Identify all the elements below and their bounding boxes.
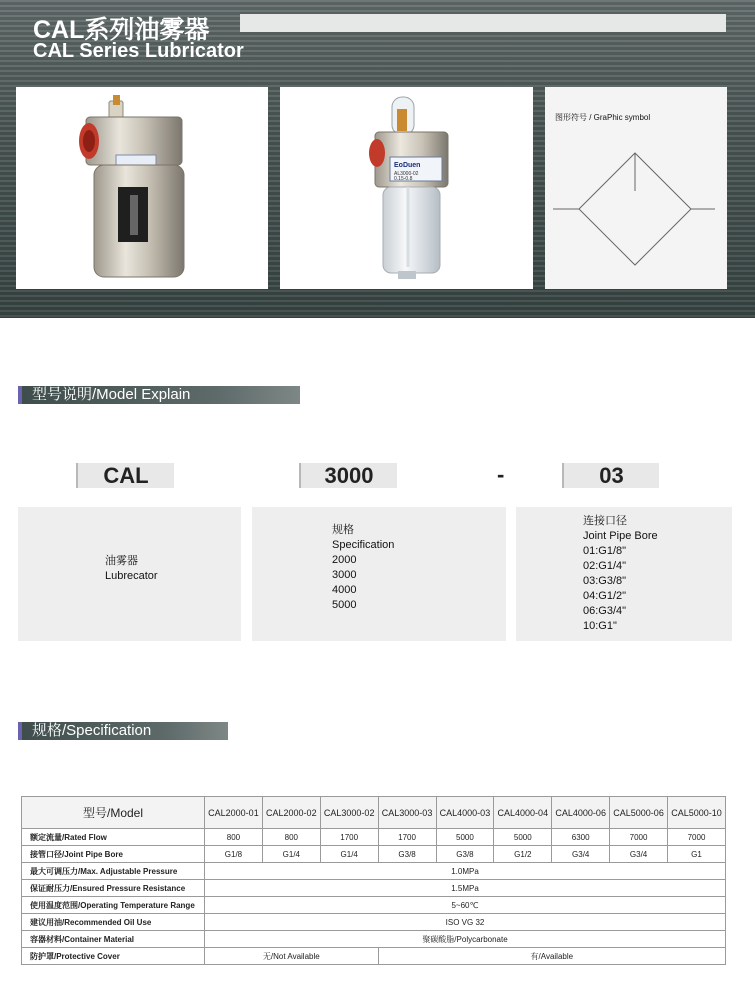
- product-photo-metal-bowl: [16, 87, 268, 289]
- flow-cell: 5000: [494, 829, 552, 846]
- series-en: Lubrecator: [105, 570, 158, 582]
- spec-line: Specification: [332, 539, 395, 551]
- bore-cell: G3/8: [378, 846, 436, 863]
- flow-cell: 800: [205, 829, 263, 846]
- graphic-symbol-label: 图形符号 / GraPhic symbol: [555, 113, 651, 122]
- series-cn: 油雾器: [105, 555, 138, 567]
- model-cell: CAL2000-01: [205, 797, 263, 829]
- bore-cell: G3/4: [610, 846, 668, 863]
- model-explain-header: [18, 386, 300, 404]
- header-banner: [0, 0, 755, 318]
- cover-available-cell: 有/Available: [378, 948, 725, 965]
- specification-header: [18, 722, 228, 740]
- bore-cell: G1/8: [205, 846, 263, 863]
- model-cell: CAL4000-04: [494, 797, 552, 829]
- code-size: 3000: [299, 463, 397, 488]
- max-pressure-row: [22, 863, 726, 880]
- temperature-row: [22, 897, 726, 914]
- bore-line: 01:G1/8": [583, 545, 627, 557]
- flow-cell: 6300: [552, 829, 610, 846]
- flow-cell: 5000: [436, 829, 494, 846]
- product-photo-clear-bowl: [280, 87, 533, 289]
- code-port: 03: [562, 463, 659, 488]
- row-label: 接管口径/Joint Pipe Bore: [22, 846, 205, 863]
- row-label: 防护罩/Protective Cover: [22, 948, 205, 965]
- bore-cell: G1/4: [320, 846, 378, 863]
- specification-title: 规格/Specification: [32, 722, 152, 739]
- rated-flow-row: [22, 829, 726, 846]
- pipe-bore-row: [22, 846, 726, 863]
- title-english: CAL Series Lubricator: [33, 40, 244, 62]
- bore-line: 02:G1/4": [583, 560, 627, 572]
- bore-line: Joint Pipe Bore: [583, 530, 658, 542]
- flow-cell: 1700: [378, 829, 436, 846]
- photo2-model-text: AL3000-02: [394, 171, 419, 177]
- code-dash: -: [497, 462, 505, 487]
- model-cell: CAL3000-03: [378, 797, 436, 829]
- flow-cell: 7000: [668, 829, 726, 846]
- bore-cell: G1/4: [262, 846, 320, 863]
- bore-cell: G1: [668, 846, 726, 863]
- oil-cell: ISO VG 32: [205, 914, 726, 931]
- spec-line: 规格: [332, 524, 354, 536]
- proof-pressure-row: [22, 880, 726, 897]
- info-box-spec: [252, 507, 506, 641]
- photo2-press-text: 0.15-0.8: [394, 176, 413, 182]
- title-chinese: CAL系列油雾器: [33, 16, 210, 44]
- flow-cell: 1700: [320, 829, 378, 846]
- spec-header-row: [22, 797, 726, 829]
- max-pressure-cell: 1.0MPa: [205, 863, 726, 880]
- temperature-cell: 5~60℃: [205, 897, 726, 914]
- row-label: 额定流量/Rated Flow: [22, 829, 205, 846]
- bore-line: 10:G1": [583, 620, 617, 632]
- info-box-series: [18, 507, 241, 641]
- bore-cell: G3/8: [436, 846, 494, 863]
- cover-row: [22, 948, 726, 965]
- bore-line: 03:G3/8": [583, 575, 627, 587]
- material-cell: 聚碳酸脂/Polycarbonate: [205, 931, 726, 948]
- row-label: 最大可调压力/Max. Adjustable Pressure: [22, 863, 205, 880]
- cover-not-available-cell: 无/Not Available: [205, 948, 379, 965]
- flow-cell: 800: [262, 829, 320, 846]
- model-cell: CAL5000-06: [610, 797, 668, 829]
- model-cell: CAL4000-03: [436, 797, 494, 829]
- graphic-symbol-panel: [545, 87, 727, 289]
- code-series: CAL: [76, 463, 174, 488]
- flow-cell: 7000: [610, 829, 668, 846]
- model-cell: CAL5000-10: [668, 797, 726, 829]
- row-label: 使用温度范围/Operating Temperature Range: [22, 897, 205, 914]
- spec-table: [21, 796, 726, 965]
- bore-line: 连接口径: [583, 515, 627, 527]
- spec-line: 2000: [332, 554, 357, 566]
- material-row: [22, 931, 726, 948]
- info-box-bore: [516, 507, 732, 641]
- row-label: 容器材料/Container Material: [22, 931, 205, 948]
- spec-line: 3000: [332, 569, 357, 581]
- model-header-cell: 型号/Model: [22, 797, 205, 829]
- row-label: 建议用油/Recommended Oil Use: [22, 914, 205, 931]
- bore-cell: G1/2: [494, 846, 552, 863]
- photo2-brand-text: EoDuen: [394, 162, 421, 169]
- row-label: 保证耐压力/Ensured Pressure Resistance: [22, 880, 205, 897]
- bore-line: 04:G1/2": [583, 590, 627, 602]
- bore-line: 06:G3/4": [583, 605, 627, 617]
- title-decor-bar: [240, 14, 726, 32]
- model-cell: CAL3000-02: [320, 797, 378, 829]
- spec-line: 5000: [332, 599, 357, 611]
- model-explain-title: 型号说明/Model Explain: [32, 386, 191, 403]
- model-cell: CAL4000-06: [552, 797, 610, 829]
- spec-line: 4000: [332, 584, 357, 596]
- bore-cell: G3/4: [552, 846, 610, 863]
- oil-row: [22, 914, 726, 931]
- proof-pressure-cell: 1.5MPa: [205, 880, 726, 897]
- model-cell: CAL2000-02: [262, 797, 320, 829]
